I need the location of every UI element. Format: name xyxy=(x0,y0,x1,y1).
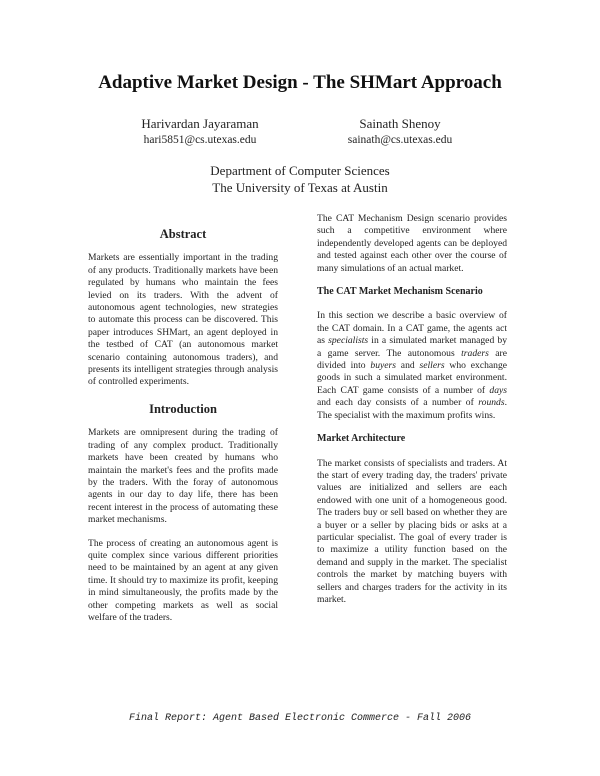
author-1 xyxy=(100,115,300,149)
author-2 xyxy=(300,115,500,149)
text-run: are divided into xyxy=(317,347,507,372)
author-name: Harivardan Jayaraman xyxy=(141,116,259,131)
text-run: In this section we describe a basic overview of the CAT domain. In a CAT game, the agents act as xyxy=(317,310,507,347)
intro-paragraph-3: The CAT Mechanism Design scenario provides such a competitive environment where independently developed agents can be deployed and tested against each other over the course of many simulations of an actual market. xyxy=(317,213,507,274)
term-specialists: specialists xyxy=(328,335,369,347)
market-architecture-heading: Market Architecture xyxy=(317,433,406,445)
term-rounds: rounds xyxy=(478,397,505,409)
paper-title: Adaptive Market Design - The SHMart Approach xyxy=(98,72,502,93)
introduction-heading: Introduction xyxy=(149,401,217,416)
text-run: and xyxy=(395,360,420,372)
cat-section-text xyxy=(317,310,507,422)
author-name: Sainath Shenoy xyxy=(359,116,441,131)
department: Department of Computer Sciences xyxy=(210,163,390,178)
cat-section-heading: The CAT Market Mechanism Scenario xyxy=(317,286,483,298)
text-run: . The specialist with the maximum profits wins. xyxy=(317,397,507,421)
term-days: days xyxy=(489,384,507,396)
abstract-heading: Abstract xyxy=(159,227,207,241)
right-column xyxy=(317,213,507,617)
university: The University of Texas at Austin xyxy=(212,180,388,195)
author-email: sainath@cs.utexas.edu xyxy=(347,134,453,146)
page-footer: Final Report: Agent Based Electronic Commerce - Fall 2006 xyxy=(128,713,472,724)
intro-paragraph-2: The process of creating an autonomous agent is quite complex since various different priorities need to be maintained by an agent at any given time. It should try to maximize its profit, keeping in mind simultaneously, the profits made by the other competing markets as well as social welfare of the traders. xyxy=(88,537,278,623)
abstract-text: Markets are essentially important in the trading of any products. Traditionally markets have been regulated by humans who maintain the fees levied on its traders. With the advent of autonomous agent technologies, new strategies to automate this process can be discovered. This paper introduces SHMart, an agent deployed in the testbed of CAT (an autonomous market scenario containing autonomous traders), and presents its intelligent strategies through analysis of controlled experiments. xyxy=(88,252,278,388)
affiliation xyxy=(0,162,600,196)
term-traders: traders xyxy=(461,347,489,359)
intro-paragraph-1: Markets are omnipresent during the trading of trading of any complex product. Traditionally markets have been created by humans who maintain the market's fees and the profits made by the traders. With the foray of autonomous agents in our day to day life, there has been recent interest in the process of automating these market mechanisms. xyxy=(88,427,278,526)
term-buyers: buyers xyxy=(370,360,396,372)
text-run: and each day consists of a number of xyxy=(317,397,479,409)
text-run: in a simulated market managed by a game server. The autonomous xyxy=(317,335,507,359)
term-sellers: sellers xyxy=(419,360,445,372)
author-email: hari5851@cs.utexas.edu xyxy=(143,134,257,146)
text-run: who exchange goods in such a simulated market environment. Each CAT game consists of a number of xyxy=(317,360,508,396)
market-architecture-text: The market consists of specialists and traders. At the start of every trading day, the traders' private values are initialized and sellers are each endowed with one unit of a homogeneous good. The traders buy or sell based on whether they are a buyer or a seller by placing bids or asks at a particular specialist. The goal of every trader is to maximize a utility function based on the demand and supply in the market. The specialist controls the market by matching buyers with sellers and charges traders for the activity in its market. xyxy=(317,457,507,605)
left-column xyxy=(88,228,278,635)
